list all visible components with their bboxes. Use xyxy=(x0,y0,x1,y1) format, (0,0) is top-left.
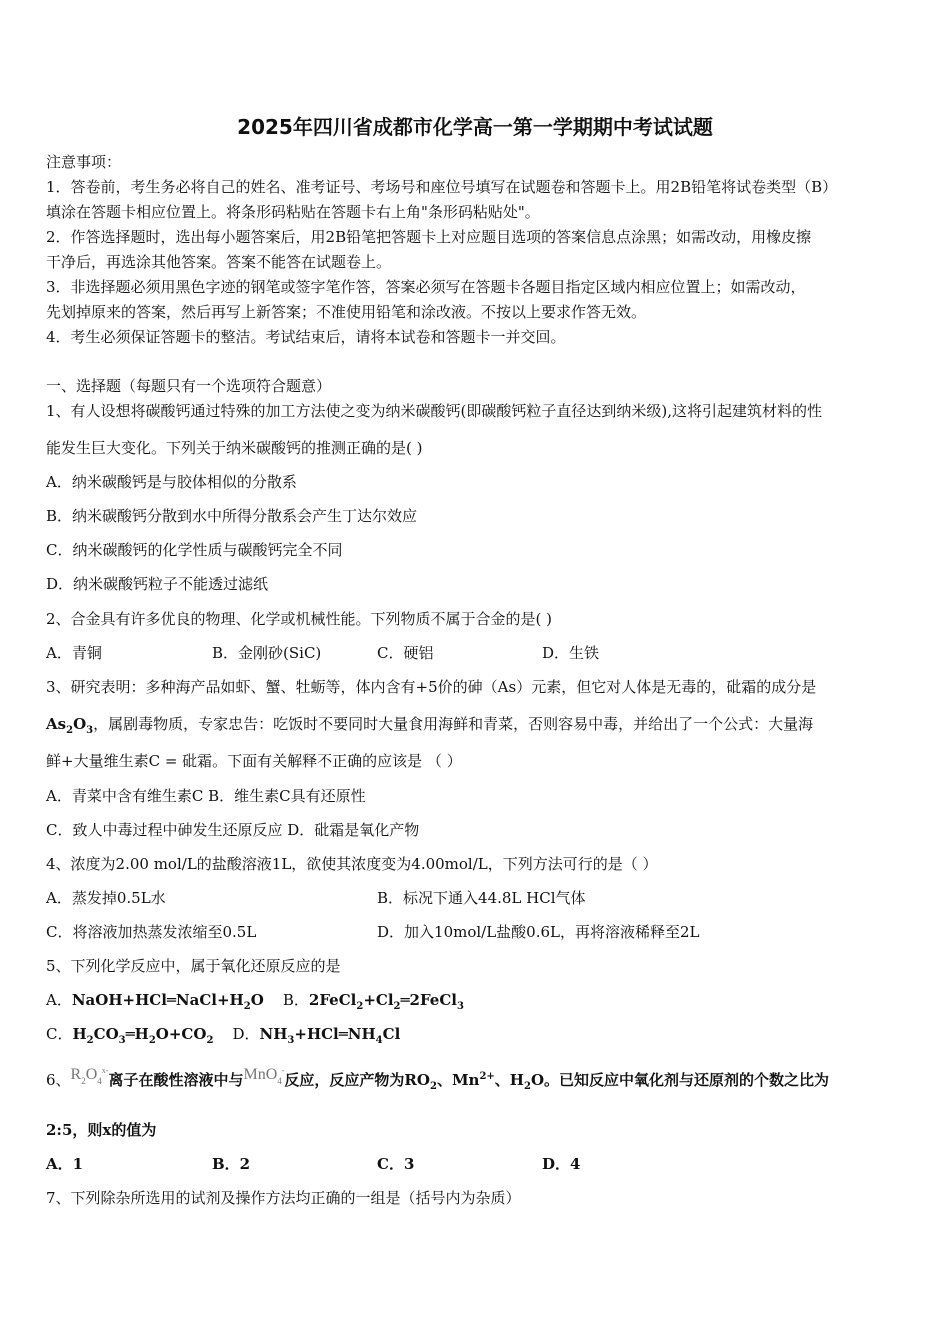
notice-line-7: 4．考生必须保证答题卡的整洁。考试结束后，请将本试卷和答题卡一并交回。 xyxy=(46,328,566,346)
notice-line-5: 3．非选择题必须用黑色字迹的钢笔或签字笔作答，答案必须写在答题卡各题目指定区域内相应位置上；如需改动， xyxy=(46,278,806,296)
notice-heading: 注意事项： xyxy=(46,153,122,171)
q5-stem: 5、下列化学反应中，属于氧化还原反应的是 xyxy=(46,957,341,975)
q3-stem-line-3: 鲜+大量维生素C = 砒霜。下面有关解释不正确的应该是 （ ） xyxy=(46,752,462,770)
notice-line-2: 填涂在答题卡相应位置上。将条形码粘贴在答题卡右上角"条形码粘贴处"。 xyxy=(46,203,540,221)
q6-option-c: C．3 xyxy=(377,1155,415,1173)
q3-formula-as2o3: $As_2O_3$ xyxy=(46,715,94,736)
q5-option-c: $H_2CO_3═H_2O+CO_2$ xyxy=(72,1025,214,1046)
q4-option-a: A．蒸发掉0.5L水 xyxy=(46,889,166,907)
notice-line-6: 先划掉原来的答案，然后再写上新答案；不准使用铅笔和涂改液。不按以上要求作答无效。 xyxy=(46,303,647,321)
q2-option-d: D．生铁 xyxy=(542,644,600,662)
q2-option-a: A．青铜 xyxy=(46,644,102,662)
q3-stem-line-1: 3、研究表明：多种海产品如虾、蟹、牡蛎等，体内含有+5价的砷（As）元素，但它对人体是无毒的，砒霜的成分是 xyxy=(46,678,817,696)
q3-stem-line-2: $As_2O_3$，属剧毒物质，专家忠告：吃饭时不要同时大量食用海鲜和青菜，否则容易中毒，并给出了一个公式：大量海 xyxy=(46,715,814,736)
q6-option-a: A．1 xyxy=(46,1155,84,1173)
q2-option-b: B．金刚砂(SiC) xyxy=(212,644,322,662)
q4-stem: 4、浓度为2.00 mol/L的盐酸溶液1L，欲使其浓度变为4.00mol/L，下列方法可行的是（ ） xyxy=(46,855,658,873)
q3-options-cd: C．致人中毒过程中砷发生还原反应 D．砒霜是氧化产物 xyxy=(46,821,420,839)
q5-options-cd: C．$H_2CO_3═H_2O+CO_2$ D．$NH_3+HCl═NH_4Cl$ xyxy=(46,1025,401,1046)
q4-option-b: B．标况下通入44.8L HCl气体 xyxy=(377,889,586,907)
notice-line-3: 2．作答选择题时，选出每小题答案后，用2B铅笔把答题卡上对应题目选项的答案信息点涂黑；如需改动，用橡皮擦 xyxy=(46,228,812,246)
q4-option-d: D．加入10mol/L盐酸0.6L，再将溶液稀释至2L xyxy=(377,923,700,941)
q6-option-b: B．2 xyxy=(212,1155,251,1173)
q1-option-b: B．纳米碳酸钙分散到水中所得分散系会产生丁达尔效应 xyxy=(46,507,418,525)
q6-option-d: D．4 xyxy=(542,1155,581,1173)
page-title: 2025年四川省成都市化学高一第一学期期中考试试题 xyxy=(237,115,713,139)
q4-option-c: C．将溶液加热蒸发浓缩至0.5L xyxy=(46,923,257,941)
q5-option-a: $NaOH+HCl═NaCl+H_2O$ xyxy=(71,991,264,1012)
q6-formula-r2o4: $R_2O_4^{x-}$ xyxy=(70,1066,109,1086)
q1-option-c: C．纳米碳酸钙的化学性质与碳酸钙完全不同 xyxy=(46,541,343,559)
q1-option-d: D．纳米碳酸钙粒子不能透过滤纸 xyxy=(46,575,269,593)
notice-line-1: 1．答卷前，考生务必将自己的姓名、准考证号、考场号和座位号填写在试题卷和答题卡上。用2B铅笔将试卷类型（B） xyxy=(46,178,838,196)
q5-option-d: $NH_3+HCl═NH_4Cl$ xyxy=(259,1025,401,1046)
q1-stem-line-2: 能发生巨大变化。下列关于纳米碳酸钙的推测正确的是( ) xyxy=(46,439,423,457)
q2-option-c: C．硬铝 xyxy=(377,644,434,662)
q1-stem-line-1: 1、有人设想将碳酸钙通过特殊的加工方法使之变为纳米碳酸钙(即碳酸钙粒子直径达到纳米级),这将引起建筑材料的性 xyxy=(46,402,823,420)
q6-stem-line-1: 6、$R_2O_4^{x-}$离子在酸性溶液中与MnO$_4$-反应，反应产物为$RO_2$、$Mn^{2+}$、$H_2O$。已知反应中氧化剂与还原剂的个数之比为 xyxy=(46,1066,830,1092)
q2-stem: 2、合金具有许多优良的物理、化学或机械性能。下列物质不属于合金的是( ) xyxy=(46,610,553,628)
q5-option-b: $2FeCl_2+Cl_2═2FeCl_3$ xyxy=(308,991,464,1012)
q7-stem: 7、下列除杂所选用的试剂及操作方法均正确的一组是（括号内为杂质） xyxy=(46,1189,521,1207)
notice-line-4: 干净后，再选涂其他答案。答案不能答在试题卷上。 xyxy=(46,253,392,271)
q6-stem-line-2: 2:5，则x的值为 xyxy=(46,1121,157,1139)
q3-options-ab: A．青菜中含有维生素C B．维生素C具有还原性 xyxy=(46,787,366,805)
q5-options-ab: A．$NaOH+HCl═NaCl+H_2O$ B．$2FeCl_2+Cl_2═2FeCl_3$ xyxy=(46,991,464,1012)
q6-formula-mno4: MnO$_4$- xyxy=(243,1066,285,1086)
section-heading: 一、选择题（每题只有一个选项符合题意） xyxy=(46,377,332,395)
q1-option-a: A．纳米碳酸钙是与胶体相似的分散系 xyxy=(46,473,297,491)
